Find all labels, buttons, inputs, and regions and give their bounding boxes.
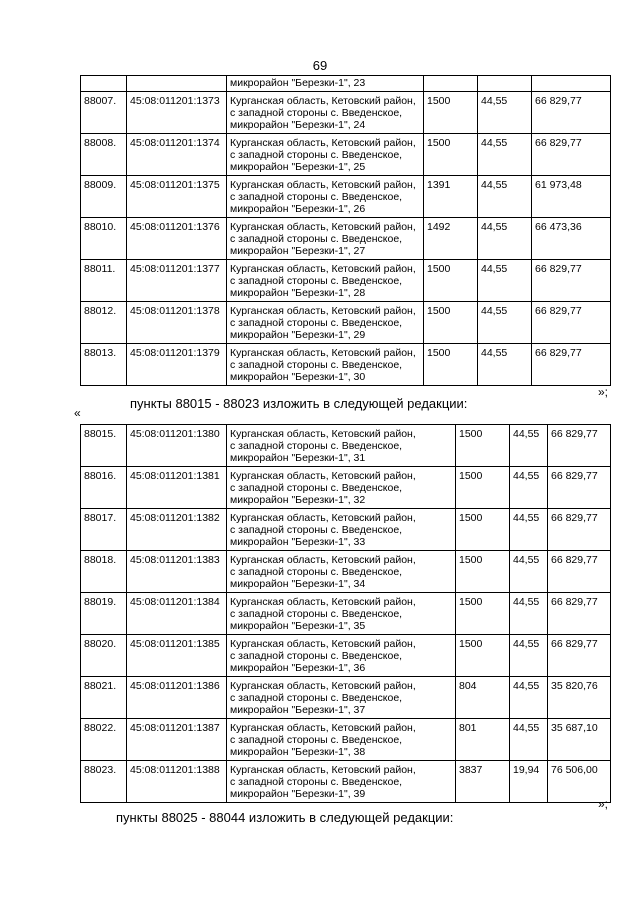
address-line: микрорайон "Березки-1", 38: [230, 746, 366, 758]
address-line: микрорайон "Березки-1", 24: [230, 119, 366, 131]
address-cell: [227, 761, 456, 803]
address-line: с западной стороны с. Введенское,: [230, 233, 403, 245]
row-number-cell: 88009.: [81, 176, 127, 218]
address-cell: [227, 218, 424, 260]
table-row: [81, 176, 611, 218]
address-line: Курганская область, Кетовский район,: [230, 764, 416, 776]
value-cell: 61 973,48: [532, 176, 611, 218]
address-cell: [227, 425, 456, 467]
value-cell: 66 829,77: [532, 302, 611, 344]
value-cell: [532, 76, 611, 92]
row-number-cell: 88021.: [81, 677, 127, 719]
price-cell: 44,55: [478, 344, 532, 386]
cadastral-number-cell: 45:08:011201:1378: [127, 302, 227, 344]
address-line: с западной стороны с. Введенское,: [230, 440, 403, 452]
cadastral-number-cell: 45:08:011201:1383: [127, 551, 227, 593]
area-cell: 1500: [424, 134, 478, 176]
address-cell: [227, 467, 456, 509]
address-line: микрорайон "Березки-1", 23: [230, 77, 366, 89]
area-cell: 1500: [424, 92, 478, 134]
address-line: микрорайон "Березки-1", 37: [230, 704, 366, 716]
row-number-cell: 88015.: [81, 425, 127, 467]
address-cell: [227, 635, 456, 677]
cadastral-number-cell: 45:08:011201:1374: [127, 134, 227, 176]
cadastral-number-cell: 45:08:011201:1377: [127, 260, 227, 302]
address-line: микрорайон "Березки-1", 33: [230, 536, 366, 548]
area-cell: 801: [456, 719, 510, 761]
address-line: микрорайон "Березки-1", 27: [230, 245, 366, 257]
row-number-cell: 88011.: [81, 260, 127, 302]
table-row: [81, 302, 611, 344]
address-line: с западной стороны с. Введенское,: [230, 608, 403, 620]
address-line: Курганская область, Кетовский район,: [230, 680, 416, 692]
row-number-cell: 88013.: [81, 344, 127, 386]
table-row: [81, 76, 611, 92]
table-row: [81, 593, 611, 635]
address-cell: [227, 176, 424, 218]
address-line: с западной стороны с. Введенское,: [230, 692, 403, 704]
cadastral-number-cell: 45:08:011201:1386: [127, 677, 227, 719]
area-cell: 1500: [456, 425, 510, 467]
price-cell: 44,55: [510, 593, 548, 635]
table-row: [81, 92, 611, 134]
cadastral-number-cell: 45:08:011201:1384: [127, 593, 227, 635]
opening-quote: «: [74, 406, 81, 420]
area-cell: 1391: [424, 176, 478, 218]
address-line: с западной стороны с. Введенское,: [230, 566, 403, 578]
value-cell: 66 829,77: [548, 467, 611, 509]
cadastral-number-cell: 45:08:011201:1376: [127, 218, 227, 260]
address-line: с западной стороны с. Введенское,: [230, 317, 403, 329]
cadastral-number-cell: 45:08:011201:1382: [127, 509, 227, 551]
price-cell: 44,55: [510, 635, 548, 677]
address-cell: [227, 509, 456, 551]
price-cell: [478, 76, 532, 92]
row-number-cell: 88007.: [81, 92, 127, 134]
area-cell: 1500: [456, 551, 510, 593]
address-cell: [227, 551, 456, 593]
address-cell: [227, 677, 456, 719]
address-line: с западной стороны с. Введенское,: [230, 191, 403, 203]
address-line: с западной стороны с. Введенское,: [230, 275, 403, 287]
value-cell: 66 829,77: [548, 635, 611, 677]
table-row: [81, 551, 611, 593]
table-row: [81, 344, 611, 386]
price-cell: 44,55: [478, 92, 532, 134]
address-line: микрорайон "Березки-1", 29: [230, 329, 366, 341]
address-line: Курганская область, Кетовский район,: [230, 596, 416, 608]
address-line: микрорайон "Березки-1", 28: [230, 287, 366, 299]
address-cell: [227, 719, 456, 761]
address-line: с западной стороны с. Введенское,: [230, 149, 403, 161]
area-cell: 3837: [456, 761, 510, 803]
address-line: микрорайон "Березки-1", 35: [230, 620, 366, 632]
address-line: Курганская область, Кетовский район,: [230, 305, 416, 317]
address-line: с западной стороны с. Введенское,: [230, 776, 403, 788]
price-cell: 44,55: [478, 134, 532, 176]
row-number-cell: 88017.: [81, 509, 127, 551]
row-number-cell: 88016.: [81, 467, 127, 509]
address-cell: [227, 76, 424, 92]
address-line: микрорайон "Березки-1", 26: [230, 203, 366, 215]
address-line: Курганская область, Кетовский район,: [230, 470, 416, 482]
address-line: Курганская область, Кетовский район,: [230, 137, 416, 149]
value-cell: 66 829,77: [548, 551, 611, 593]
price-cell: 44,55: [510, 467, 548, 509]
price-cell: 44,55: [478, 218, 532, 260]
address-line: микрорайон "Березки-1", 32: [230, 494, 366, 506]
cadastral-number-cell: 45:08:011201:1375: [127, 176, 227, 218]
address-line: Курганская область, Кетовский район,: [230, 512, 416, 524]
cadastral-number-cell: [127, 76, 227, 92]
area-cell: 1500: [456, 509, 510, 551]
table-row: [81, 425, 611, 467]
area-cell: 1500: [456, 467, 510, 509]
cadastral-number-cell: 45:08:011201:1373: [127, 92, 227, 134]
address-line: с западной стороны с. Введенское,: [230, 359, 403, 371]
address-line: микрорайон "Березки-1", 25: [230, 161, 366, 173]
address-line: микрорайон "Березки-1", 30: [230, 371, 366, 383]
address-line: с западной стороны с. Введенское,: [230, 107, 403, 119]
cadastral-number-cell: 45:08:011201:1388: [127, 761, 227, 803]
address-cell: [227, 134, 424, 176]
table-row: [81, 677, 611, 719]
address-line: Курганская область, Кетовский район,: [230, 722, 416, 734]
value-cell: 66 829,77: [548, 509, 611, 551]
area-cell: 804: [456, 677, 510, 719]
cadastral-number-cell: 45:08:011201:1385: [127, 635, 227, 677]
price-cell: 44,55: [478, 302, 532, 344]
price-cell: 44,55: [510, 551, 548, 593]
price-cell: 44,55: [478, 260, 532, 302]
address-line: Курганская область, Кетовский район,: [230, 221, 416, 233]
value-cell: 66 829,77: [532, 134, 611, 176]
table-row: [81, 467, 611, 509]
price-cell: 44,55: [510, 509, 548, 551]
address-line: с западной стороны с. Введенское,: [230, 524, 403, 536]
row-number-cell: [81, 76, 127, 92]
table-row: [81, 635, 611, 677]
address-line: микрорайон "Березки-1", 34: [230, 578, 366, 590]
table-row: [81, 134, 611, 176]
address-line: с западной стороны с. Введенское,: [230, 734, 403, 746]
address-line: микрорайон "Березки-1", 39: [230, 788, 366, 800]
value-cell: 66 829,77: [548, 593, 611, 635]
value-cell: 66 829,77: [548, 425, 611, 467]
value-cell: 66 829,77: [532, 260, 611, 302]
table-row: [81, 761, 611, 803]
value-cell: 35 820,76: [548, 677, 611, 719]
address-line: Курганская область, Кетовский район,: [230, 554, 416, 566]
value-cell: 66 473,36: [532, 218, 611, 260]
row-number-cell: 88019.: [81, 593, 127, 635]
address-line: Курганская область, Кетовский район,: [230, 428, 416, 440]
cadastral-number-cell: 45:08:011201:1387: [127, 719, 227, 761]
area-cell: 1492: [424, 218, 478, 260]
table-row: [81, 719, 611, 761]
address-line: с западной стороны с. Введенское,: [230, 482, 403, 494]
area-cell: 1500: [424, 302, 478, 344]
price-cell: 44,55: [478, 176, 532, 218]
value-cell: 35 687,10: [548, 719, 611, 761]
address-line: Курганская область, Кетовский район,: [230, 638, 416, 650]
table-row: [81, 260, 611, 302]
address-cell: [227, 593, 456, 635]
cadastral-number-cell: 45:08:011201:1380: [127, 425, 227, 467]
closing-quote-2: »;: [597, 797, 608, 811]
closing-quote-1: »;: [597, 385, 608, 399]
value-cell: 66 829,77: [532, 92, 611, 134]
area-cell: 1500: [456, 593, 510, 635]
address-line: микрорайон "Березки-1", 31: [230, 452, 366, 464]
area-cell: 1500: [456, 635, 510, 677]
row-number-cell: 88022.: [81, 719, 127, 761]
address-line: Курганская область, Кетовский район,: [230, 347, 416, 359]
address-cell: [227, 92, 424, 134]
area-cell: 1500: [424, 260, 478, 302]
address-line: Курганская область, Кетовский район,: [230, 263, 416, 275]
address-cell: [227, 302, 424, 344]
row-number-cell: 88018.: [81, 551, 127, 593]
row-number-cell: 88023.: [81, 761, 127, 803]
row-number-cell: 88020.: [81, 635, 127, 677]
address-line: Курганская область, Кетовский район,: [230, 95, 416, 107]
row-number-cell: 88008.: [81, 134, 127, 176]
page-number: 69: [312, 58, 328, 73]
instruction-text-2: пункты 88025 - 88044 изложить в следующей редакции:: [116, 810, 454, 825]
address-line: Курганская область, Кетовский район,: [230, 179, 416, 191]
row-number-cell: 88012.: [81, 302, 127, 344]
price-cell: 44,55: [510, 425, 548, 467]
land-plots-table-1: [80, 75, 611, 386]
area-cell: [424, 76, 478, 92]
table-row: [81, 509, 611, 551]
price-cell: 19,94: [510, 761, 548, 803]
address-line: микрорайон "Березки-1", 36: [230, 662, 366, 674]
cadastral-number-cell: 45:08:011201:1381: [127, 467, 227, 509]
price-cell: 44,55: [510, 719, 548, 761]
price-cell: 44,55: [510, 677, 548, 719]
table-row: [81, 218, 611, 260]
value-cell: 66 829,77: [532, 344, 611, 386]
cadastral-number-cell: 45:08:011201:1379: [127, 344, 227, 386]
value-cell: 76 506,00: [548, 761, 611, 803]
row-number-cell: 88010.: [81, 218, 127, 260]
area-cell: 1500: [424, 344, 478, 386]
address-cell: [227, 344, 424, 386]
land-plots-table-2: [80, 424, 611, 803]
address-cell: [227, 260, 424, 302]
address-line: с западной стороны с. Введенское,: [230, 650, 403, 662]
instruction-text-1: пункты 88015 - 88023 изложить в следующей редакции:: [130, 396, 468, 411]
